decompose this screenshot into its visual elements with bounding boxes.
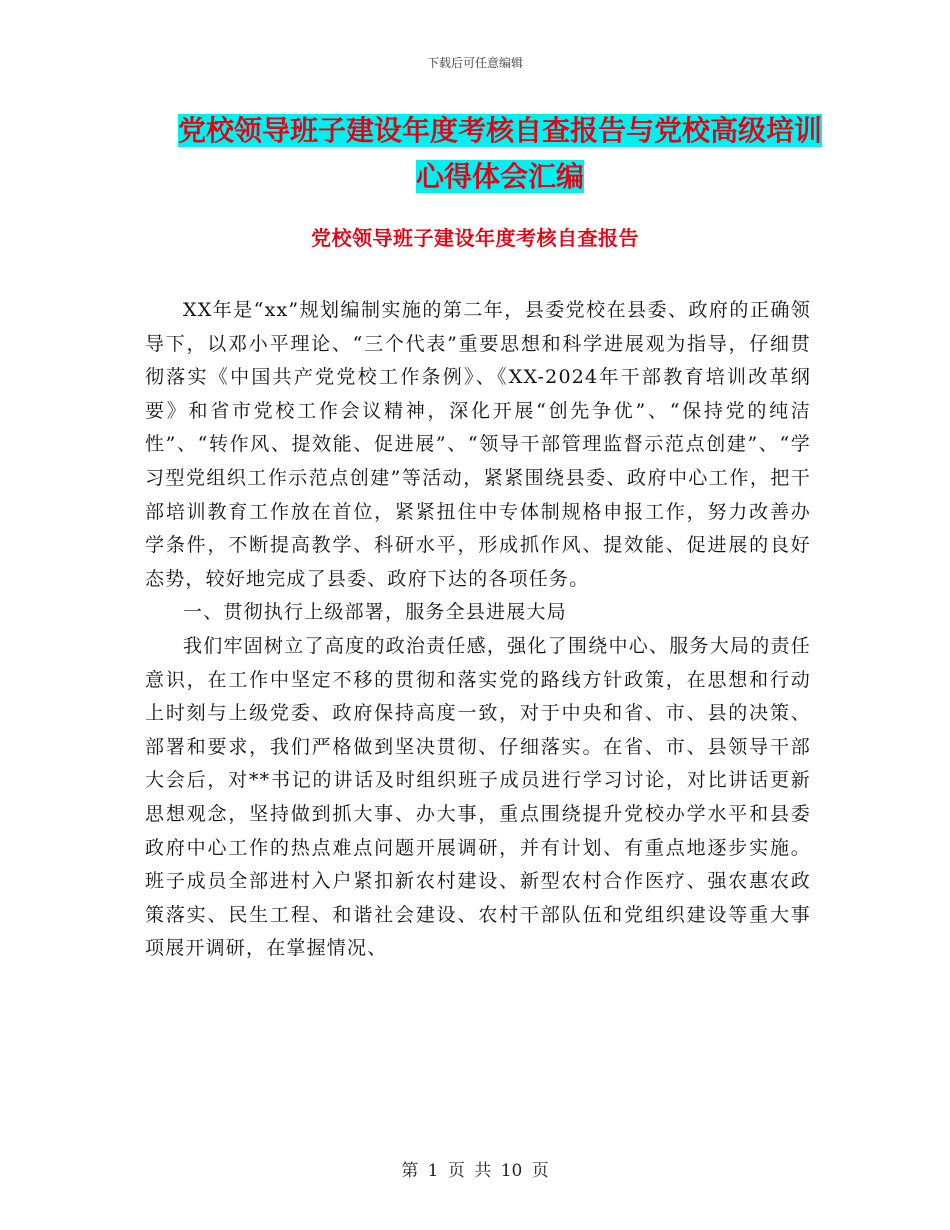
paragraph: 我们牢固树立了高度的政治责任感，强化了围绕中心、服务大局的责任意识，在工作中坚定不移的贯彻和落实党的路线方针政策，在思想和行动上时刻与上级党委、政府保持高度一致，对于中央和省、市、县的决策、部署和要求，我们严格做到坚决贯彻、仔细落实。在省、市、县领导干部大会后，对**书记的讲话及时组织班子成员进行学习讨论，对比讲话更新思想观念，坚持做到抓大事、办大事，重点围绕提升党校办学水平和县委政府中心工作的热点难点问题开展调研，并有计划、有重点地逐步实施。班子成员全部进村入户紧扣新农村建设、新型农村合作医疗、强农惠农政策落实、民生工程、和谐社会建设、农村干部队伍和党组织建设等重大事项展开调研，在掌握情况、 [145,634,811,960]
title-line-1: 党校领导班子建设年度考核自查报告与党校高级培训 [177,114,822,147]
header-note: 下载后可任意编辑 [426,56,523,70]
document-title [0,108,950,200]
paragraph: XX年是“xx”规划编制实施的第二年，县委党校在县委、政府的正确领导下，以邓小平理论、“三个代表”重要思想和科学进展观为指导，仔细贯彻落实《中国共产党党校工作条例》、《XX-2024年干部教育培训改革纲要》和省市党校工作会议精神，深化开展“创先争优”、“保持党的纯洁性”、“转作风、提效能、促进展”、“领导干部管理监督示范点创建”、“学习型党组织工作示范点创建”等活动，紧紧围绕县委、政府中心工作，把干部培训教育工作放在首位，紧紧扭住中专体制规格申报工作，努力改善办学条件，不断提高教学、科研水平，形成抓作风、提效能、促进展的良好态势，较好地完成了县委、政府下达的各项任务。 [145,299,811,590]
section-title: 党校领导班子建设年度考核自查报告 [311,226,639,250]
page-number: 第 1 页 共 10 页 [401,1161,549,1181]
body-text [145,294,811,966]
paragraph-heading: 一、贯彻执行上级部署，服务全县进展大局 [183,601,567,624]
title-line-2: 心得体会汇编 [415,160,584,193]
